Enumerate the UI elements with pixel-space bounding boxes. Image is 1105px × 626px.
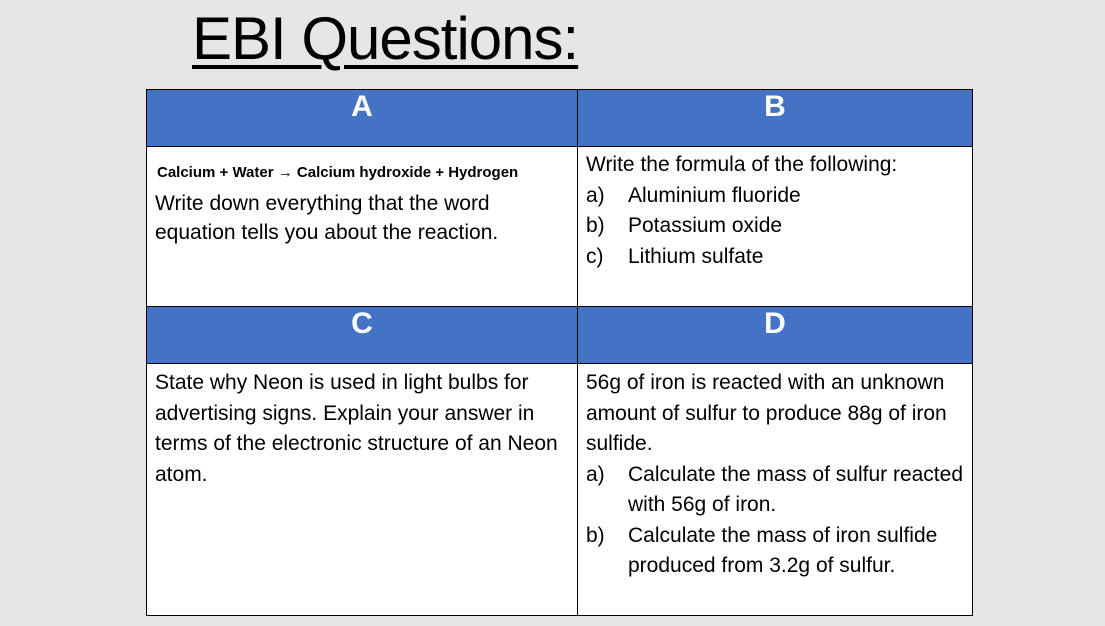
list-text: Lithium sulfate [628,244,764,268]
question-a-text: Write down everything that the word equation tells you about the reaction. [155,192,499,244]
header-row-bottom [147,307,973,364]
list-marker: b) [586,214,605,237]
list-text: Calculate the mass of sulfur reacted with 56g of iron. [628,462,963,516]
header-c: C [147,307,578,364]
question-c-text: State why Neon is used in light bulbs for advertising signs. Explain your answer in terms of the electronic structure of an Neon atom. [155,371,558,486]
question-d-list [586,460,964,582]
cell-a [147,147,578,307]
cell-c [147,364,578,616]
cell-d [578,364,973,616]
question-d-intro: 56g of iron is reacted with an unknown amount of sulfur to produce 88g of iron sulfide. [586,371,947,455]
list-text: Potassium oxide [628,214,783,237]
slide-title: EBI Questions: [192,5,579,72]
list-item [586,521,964,582]
list-marker: c) [586,244,604,268]
content-row-bottom [147,364,973,616]
list-item [586,460,964,521]
word-equation: Calcium + Water → Calcium hydroxide + Hydrogen [157,164,519,181]
header-row-top [147,90,973,147]
header-a: A [147,90,578,147]
question-b-list [586,181,964,273]
content-row-top [147,147,973,307]
cell-b [578,147,973,307]
list-marker: a) [586,462,605,486]
list-text: Aluminium fluoride [628,183,801,207]
list-text: Calculate the mass of iron sulfide produced from 3.2g of sulfur. [628,523,938,577]
header-b: B [578,90,973,147]
list-marker: a) [586,183,605,207]
header-d: D [578,307,973,364]
list-item [586,181,964,212]
list-marker: b) [586,523,605,547]
questions-table [146,89,973,616]
list-item [586,242,964,273]
list-item [586,211,964,242]
question-b-intro: Write the formula of the following: [586,153,898,176]
